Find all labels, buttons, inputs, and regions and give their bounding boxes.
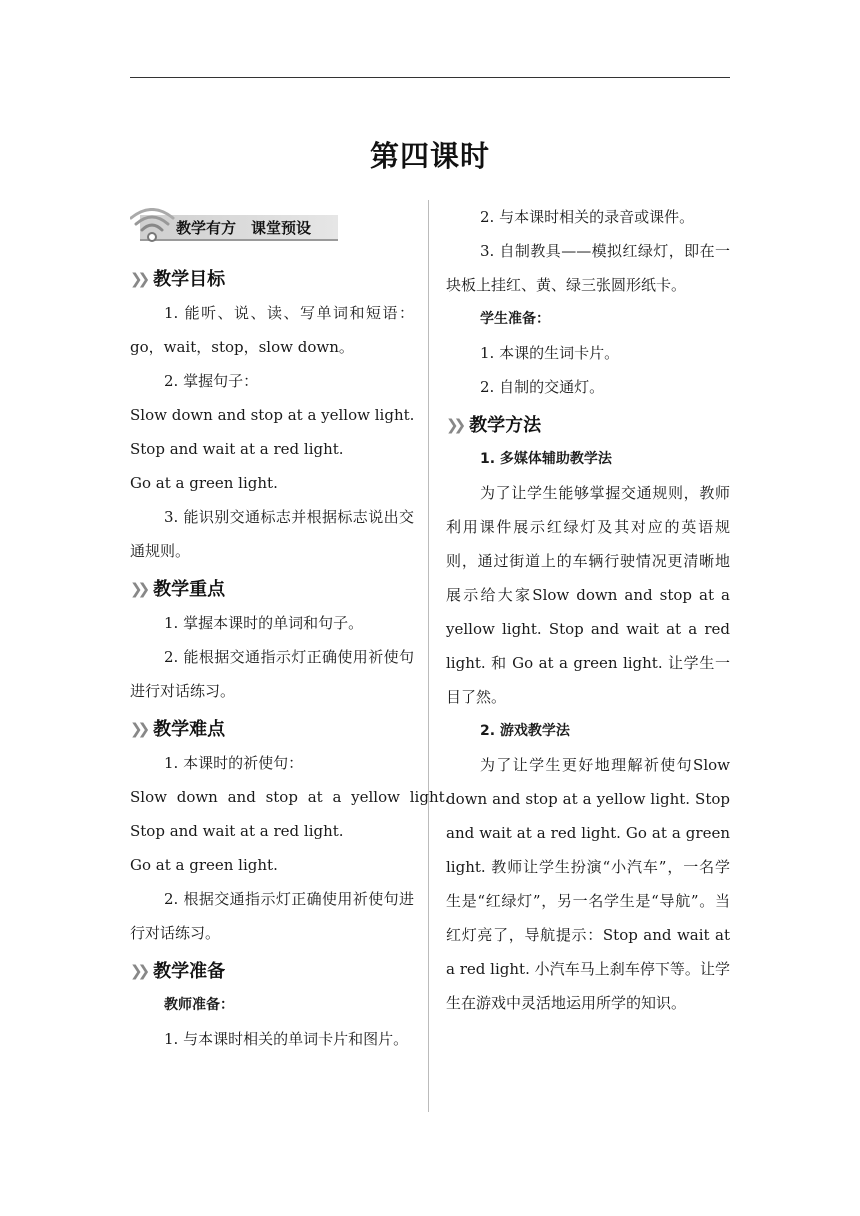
method-1-text: 为了让学生能够掌握交通规则，教师利用课件展示红绿灯及其对应的英语规则，通过街道上的车辆行驶情况更清晰地展示给大家Slow down and stop at a yellow light. Stop and wait at a red light. 和 Go at a green light. 让学生一目了然。 [446,484,730,706]
teacher-prep-item-3: 3. 自制教具——模拟红绿灯，即在一块板上挂红、黄、绿三张圆形纸卡。 [446,242,730,294]
difficulties-heading-text: 教学难点 [153,719,226,740]
right-column [446,200,730,1020]
preparation-heading-text: 教学准备 [153,961,226,982]
double-chevron-icon: ❯❯ [130,962,146,980]
left-column [130,208,450,1056]
key-points-heading-text: 教学重点 [153,579,226,600]
objectives-sentence-1: Slow down and stop at a yellow light. [130,406,415,424]
objectives-heading [130,262,414,296]
student-prep-item-2: 2. 自制的交通灯。 [480,378,605,396]
method-1-title: 1. 多媒体辅助教学法 [480,451,612,467]
double-chevron-icon: ❯❯ [130,720,146,738]
difficulties-sentence-2: Stop and wait at a red light. [130,822,344,840]
teacher-prep-label: 教师准备： [164,997,234,1013]
double-chevron-icon: ❯❯ [446,416,462,434]
student-prep-label: 学生准备： [480,311,550,327]
objectives-item-2: 2. 掌握句子： [164,372,259,390]
difficulties-item-2: 2. 根据交通指示灯正确使用祈使句进行对话练习。 [130,890,414,942]
column-divider [428,200,429,1112]
methods-heading [446,408,730,442]
objectives-item-3: 3. 能识别交通标志并根据标志说出交通规则。 [130,508,414,560]
top-rule [130,77,730,78]
page-title: 第四课时 [369,139,490,173]
teacher-prep-item-2: 2. 与本课时相关的录音或课件。 [480,208,695,226]
methods-heading-text: 教学方法 [469,415,542,436]
objectives-item-1: 1. 能听、说、读、写单词和短语：go，wait，stop，slow down。 [130,304,414,356]
difficulties-sentence-1: Slow down and stop at a yellow light. [130,788,450,806]
student-prep-item-1: 1. 本课的生词卡片。 [480,344,620,362]
double-chevron-icon: ❯❯ [130,270,146,288]
key-points-heading [130,572,414,606]
difficulties-item-1: 1. 本课时的祈使句： [164,754,304,772]
method-2-text: 为了让学生更好地理解祈使句Slow down and stop at a yellow light. Stop and wait at a red light. Go at a green light. 教师让学生扮演“小汽车”，一名学生是“红绿灯”，另一名学生是“导航”。当红灯亮了，导航提示：Stop and wait at a red light. 小汽车马上刹车停下等。让学生在游戏中灵活地运用所学的知识。 [446,756,730,1012]
section-banner [130,208,338,242]
difficulties-sentence-3: Go at a green light. [130,856,278,874]
preparation-heading [130,954,414,988]
wifi-signal-icon [130,208,176,242]
key-points-item-1: 1. 掌握本课时的单词和句子。 [164,614,364,632]
objectives-heading-text: 教学目标 [153,269,226,290]
objectives-sentence-3: Go at a green light. [130,474,278,492]
teacher-prep-item-1: 1. 与本课时相关的单词卡片和图片。 [164,1030,409,1048]
method-2-title: 2. 游戏教学法 [480,723,570,739]
key-points-item-2: 2. 能根据交通指示灯正确使用祈使句进行对话练习。 [130,648,414,700]
double-chevron-icon: ❯❯ [130,580,146,598]
objectives-sentence-2: Stop and wait at a red light. [130,440,344,458]
difficulties-heading [130,712,414,746]
banner-text: 教学有方 课堂预设 [176,219,312,237]
